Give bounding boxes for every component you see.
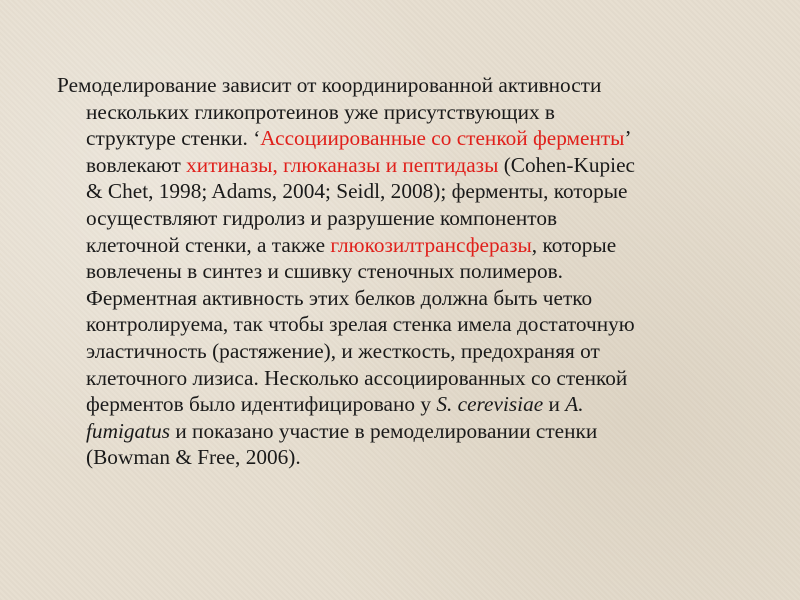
text-segment: ’ — [624, 126, 632, 151]
paragraph-line-9 — [57, 285, 797, 312]
text-segment: осуществляют гидролиз и разрушение компонентов — [86, 205, 558, 230]
text-segment: вовлечены в синтез и сшивку стеночных полимеров. — [86, 259, 563, 284]
paragraph-line-2 — [57, 99, 797, 126]
text-segment: эластичность (растяжение), и жесткость, предохраняя от — [86, 338, 600, 363]
paragraph-line-8 — [57, 258, 797, 285]
paragraph-line-11 — [57, 338, 797, 365]
highlighted-term: Ассоциированные со стенкой ферменты — [260, 126, 625, 151]
paragraph-line-13 — [57, 391, 797, 418]
text-segment: & Chet, 1998; Adams, 2004; Seidl, 2008); ферменты, которые — [86, 179, 628, 204]
text-segment: Ремоделирование зависит от координированной активности — [57, 73, 602, 97]
text-segment: нескольких гликопротеинов уже присутствующих в — [86, 99, 555, 124]
text-segment: и показано участие в ремоделировании стенки — [170, 418, 598, 443]
paragraph-line-1 — [57, 72, 797, 99]
text-segment: вовлекают — [86, 152, 187, 177]
species-name: A. — [565, 392, 584, 417]
species-name: fumigatus — [86, 418, 171, 443]
text-segment: ферментов было идентифицировано у — [86, 392, 437, 417]
text-segment: Ферментная активность этих белков должна быть четко — [86, 285, 593, 310]
text-segment: , которые — [531, 232, 617, 257]
species-name: S. cerevisiae — [436, 392, 544, 417]
paragraph-line-5 — [57, 178, 797, 205]
text-segment: клеточного лизиса. Несколько ассоциированных со стенкой — [86, 365, 628, 390]
paragraph-line-15 — [57, 444, 797, 471]
body-paragraph — [57, 72, 797, 471]
text-segment: и — [543, 392, 566, 417]
text-segment: структуре стенки. ‘ — [86, 126, 261, 151]
text-segment: (Bowman & Free, 2006). — [86, 445, 301, 470]
text-segment: (Cohen-Kupiec — [498, 152, 635, 177]
paragraph-line-14 — [57, 418, 797, 445]
paragraph-line-6 — [57, 205, 797, 232]
paragraph-line-7 — [57, 232, 797, 259]
highlighted-term: хитиназы, глюканазы и пептидазы — [186, 152, 499, 177]
highlighted-term: глюкозилтрансферазы — [330, 232, 532, 257]
paragraph-line-3 — [57, 125, 797, 152]
paragraph-line-10 — [57, 311, 797, 338]
paragraph-line-12 — [57, 365, 797, 392]
paragraph-line-4 — [57, 152, 797, 179]
text-segment: клеточной стенки, а также — [86, 232, 331, 257]
text-segment: контролируема, так чтобы зрелая стенка имела достаточную — [86, 312, 635, 337]
